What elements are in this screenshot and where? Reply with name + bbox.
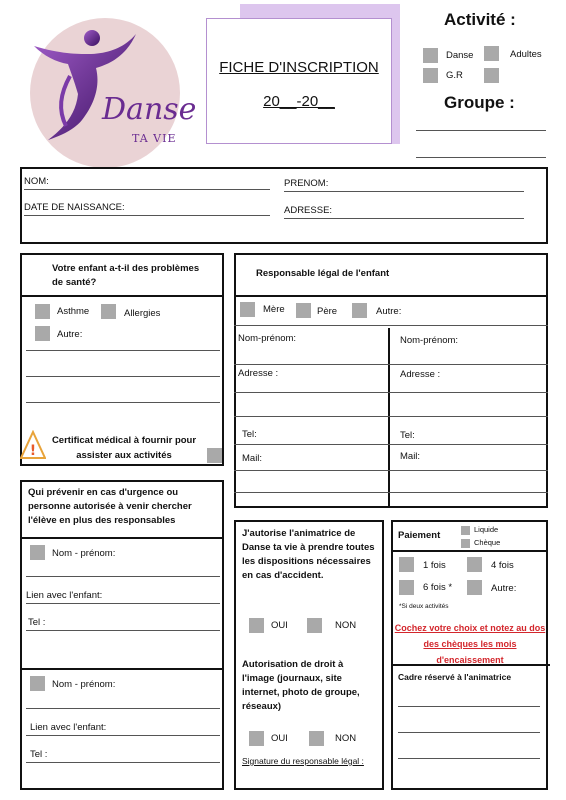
health-autre-checkbox[interactable]: [35, 326, 50, 341]
paiement-header-rule: [391, 550, 548, 552]
legal-line-4[interactable]: [234, 444, 548, 445]
logo-sub: TA VIE: [132, 132, 177, 145]
fois6-checkbox[interactable]: [399, 580, 414, 595]
legal2-mail-label: Mail:: [400, 451, 421, 462]
fois4-label: 4 fois: [491, 560, 514, 571]
groupe-line-1[interactable]: [416, 130, 546, 131]
asthme-label: Asthme: [57, 306, 90, 317]
danse-checkbox[interactable]: [423, 48, 438, 63]
legal-autre-checkbox[interactable]: [352, 303, 367, 318]
urgence2-lien-label: Lien avec l'enfant:: [30, 722, 107, 733]
legal1-tel-label: Tel:: [242, 429, 257, 440]
prenom-line[interactable]: [284, 191, 524, 192]
naissance-label: DATE DE NAISSANCE:: [24, 202, 125, 213]
reserve-rule: [391, 664, 550, 666]
pere-checkbox[interactable]: [296, 303, 311, 318]
signature-label: Signature du responsable légal :: [242, 756, 364, 766]
image-oui-checkbox[interactable]: [249, 731, 264, 746]
legal-line-3[interactable]: [234, 416, 548, 417]
adultes-checkbox[interactable]: [484, 46, 499, 61]
accident-oui-label: OUI: [271, 620, 288, 631]
image-text: Autorisation de droit à l'image (journaux, site internet, photo de groupe, réseaux): [242, 659, 360, 712]
adresse-line[interactable]: [284, 218, 524, 219]
legal2-nom-label: Nom-prénom:: [400, 335, 459, 346]
reserve-heading: Cadre réservé à l'animatrice: [398, 672, 512, 682]
urgence1-lien-label: Lien avec l'enfant:: [26, 590, 103, 601]
image-oui-label: OUI: [271, 733, 288, 744]
urgence2-line-3[interactable]: [26, 762, 220, 763]
urgence1-nom-label: Nom - prénom:: [52, 548, 116, 559]
extra-checkbox[interactable]: [484, 68, 499, 83]
adultes-label: Adultes: [510, 49, 542, 60]
accident-oui-checkbox[interactable]: [249, 618, 264, 633]
fois4-checkbox[interactable]: [467, 557, 482, 572]
asthme-checkbox[interactable]: [35, 304, 50, 319]
logo: [20, 14, 200, 164]
allergies-label: Allergies: [124, 308, 161, 319]
certificat-checkbox[interactable]: [207, 448, 222, 463]
groupe-line-2[interactable]: [416, 157, 546, 158]
health-header-rule: [20, 295, 224, 297]
health-question: Votre enfant a-t-il des problèmes de santé?: [52, 263, 200, 288]
reserve-line-3[interactable]: [398, 758, 540, 759]
legal1-nom-label: Nom-prénom:: [238, 333, 297, 344]
activite-heading: Activité :: [444, 10, 516, 29]
liquide-label: Liquide: [474, 525, 499, 534]
urgence-separator: [20, 668, 224, 670]
paiement-autre-checkbox[interactable]: [467, 580, 482, 595]
health-line-1[interactable]: [26, 350, 220, 351]
legal1-mail-label: Mail:: [242, 453, 263, 464]
svg-text:!: !: [29, 443, 37, 459]
cheque-label: Chèque: [474, 538, 501, 547]
paiement-red-note: Cochez votre choix et notez au dos des chèques les mois d'encaissement: [394, 623, 546, 665]
reserve-line-2[interactable]: [398, 732, 540, 733]
urgence1-line-1[interactable]: [26, 576, 220, 577]
adresse-label: ADRESSE:: [284, 205, 333, 216]
fois1-label: 1 fois: [423, 560, 446, 571]
legal1-adresse-label: Adresse :: [238, 368, 279, 379]
title-card: [206, 18, 392, 144]
urgence1-tel-label: Tel :: [28, 617, 46, 628]
image-non-checkbox[interactable]: [309, 731, 324, 746]
reserve-line-1[interactable]: [398, 706, 540, 707]
pere-label: Père: [317, 306, 338, 317]
legal2-tel-label: Tel:: [400, 430, 415, 441]
legal2-adresse-label: Adresse :: [400, 369, 441, 380]
legal-header-rule: [234, 295, 548, 297]
accident-text: J'autorise l'animatrice de Danse ta vie à prendre toutes les dispositions nécessaires en cas d'accident.: [242, 528, 375, 581]
groupe-heading: Groupe :: [444, 93, 515, 112]
urgence2-nom-label: Nom - prénom:: [52, 679, 116, 690]
prenom-label: PRENOM:: [284, 178, 329, 189]
gr-label: G.R: [446, 70, 463, 81]
fois6-label: 6 fois *: [423, 582, 453, 593]
urgence1-checkbox[interactable]: [30, 545, 45, 560]
title-line1: FICHE D'INSCRIPTION: [219, 59, 379, 76]
urgence-header-rule: [20, 537, 224, 539]
health-line-3[interactable]: [26, 402, 220, 403]
legal-autre-label: Autre:: [376, 306, 402, 317]
urgence-heading: Qui prévenir en cas d'urgence ou personne autorisée à venir chercher l'élève en plus des responsables: [28, 487, 192, 526]
urgence2-tel-label: Tel :: [30, 749, 48, 760]
accident-non-label: NON: [335, 620, 357, 631]
urgence2-line-2[interactable]: [26, 735, 220, 736]
image-non-label: NON: [335, 733, 357, 744]
allergies-checkbox[interactable]: [101, 304, 116, 319]
nom-line[interactable]: [24, 189, 270, 190]
health-autre-label: Autre:: [57, 329, 83, 340]
mere-checkbox[interactable]: [240, 302, 255, 317]
legal-line-2[interactable]: [234, 392, 548, 393]
urgence2-checkbox[interactable]: [30, 676, 45, 691]
legal-top-rule: [234, 325, 548, 326]
legal-divider: [388, 328, 390, 508]
liquide-checkbox[interactable]: [461, 526, 470, 535]
urgence1-line-2[interactable]: [26, 603, 220, 604]
legal-heading: Responsable légal de l'enfant: [256, 268, 390, 279]
paiement-heading: Paiement: [398, 530, 441, 541]
nom-label: NOM:: [24, 176, 49, 187]
urgence1-line-3[interactable]: [26, 630, 220, 631]
cheque-checkbox[interactable]: [461, 539, 470, 548]
naissance-line[interactable]: [24, 215, 270, 216]
fois1-checkbox[interactable]: [399, 557, 414, 572]
paiement-note: *Si deux activités: [399, 603, 449, 610]
gr-checkbox[interactable]: [423, 68, 438, 83]
title-line2: 20__-20__: [263, 93, 335, 110]
paiement-autre-label: Autre:: [491, 583, 517, 594]
urgence2-line-1[interactable]: [26, 708, 220, 709]
legal-line-5[interactable]: [234, 470, 548, 471]
danse-label: Danse: [446, 50, 474, 61]
mere-label: Mère: [263, 304, 285, 315]
logo-word: Danse: [102, 92, 197, 127]
certificat-text: Certificat médical à fournir pour assister aux activités: [51, 435, 197, 461]
health-line-2[interactable]: [26, 376, 220, 377]
legal-line-1[interactable]: [234, 364, 548, 365]
legal-line-6[interactable]: [234, 492, 548, 493]
accident-non-checkbox[interactable]: [307, 618, 322, 633]
